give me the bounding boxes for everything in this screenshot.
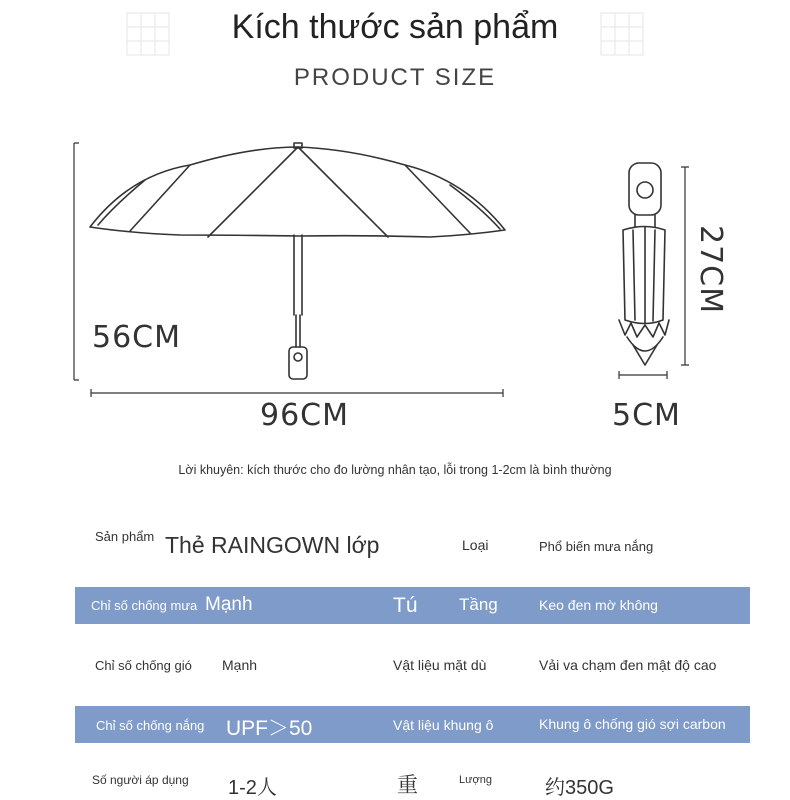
spec-label: Chỉ số chống nắng [96, 718, 205, 733]
spec-value-2: 约350G [545, 777, 614, 799]
spec-label-2b: Lượng [459, 774, 492, 786]
spec-value: Mạnh [222, 657, 258, 673]
spec-row-sun [75, 706, 750, 743]
open-width-label: 96CM [260, 398, 350, 433]
spec-value-2: Vải va chạm đen mật độ cao [539, 657, 717, 673]
spec-value-2: Keo đen mờ không [539, 597, 658, 613]
spec-value: Mạnh [205, 594, 253, 615]
spec-label-2: 重 [397, 774, 418, 797]
folded-length-label: 27CM [693, 225, 728, 315]
spec-row-users [75, 764, 750, 799]
spec-label: Chỉ số chống mưa [91, 598, 198, 613]
open-height-label: 56CM [92, 320, 182, 355]
spec-label-2: Loại [462, 537, 489, 553]
spec-label-2: Vật liệu khung ô [393, 717, 494, 733]
spec-value-2: Phổ biến mưa nắng [539, 539, 654, 554]
spec-row-product [75, 527, 750, 564]
spec-label-2: Tú [393, 594, 418, 617]
measurement-note: Lời khuyên: kích thước cho đo lường nhân tạo, lỗi trong 1-2cm là bình thường [178, 463, 612, 477]
spec-value: Thẻ RAINGOWN lớp [165, 532, 380, 558]
spec-value: 1-2人 [228, 777, 277, 799]
folded-umbrella-drawing [605, 155, 700, 385]
spec-value: UPF＞50 [226, 717, 313, 740]
open-umbrella-drawing [70, 135, 520, 405]
spec-label-2b: Tầng [459, 595, 498, 614]
spec-row-rain [75, 587, 750, 624]
spec-label: Chỉ số chống gió [95, 658, 192, 673]
spec-label: Sản phẩm [95, 529, 155, 544]
spec-label: Số người áp dụng [92, 773, 189, 787]
page-title: Kích thước sản phẩm [231, 8, 559, 46]
spec-label-2: Vật liệu mặt dù [393, 657, 487, 673]
spec-value-2: Khung ô chống gió sợi carbon [539, 716, 726, 732]
spec-row-wind [75, 647, 750, 684]
folded-width-label: 5CM [612, 398, 681, 433]
page-subtitle: PRODUCT SIZE [293, 64, 497, 91]
